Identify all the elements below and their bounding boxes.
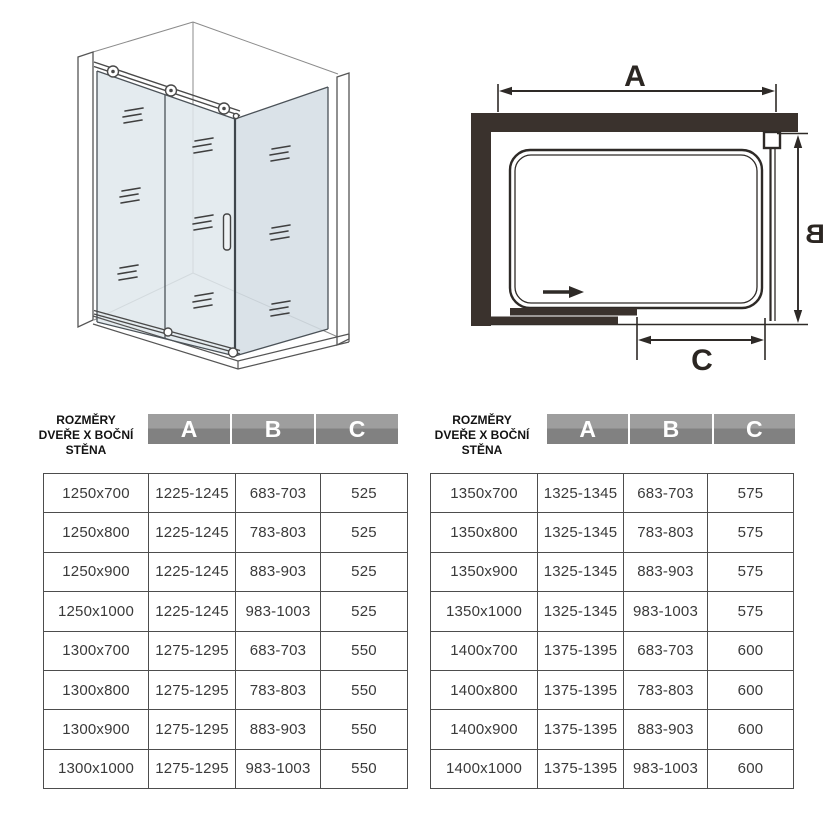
cell-c: 600 [708,631,794,670]
dimension-c-label: C [691,344,713,377]
cell-size: 1400x900 [431,710,538,749]
cell-c: 575 [708,552,794,591]
dimension-c [637,317,765,377]
cell-a: 1375-1395 [538,710,624,749]
cell-c: 525 [321,592,408,631]
dimensions-table-left [43,473,408,789]
cell-a: 1325-1345 [538,592,624,631]
cell-b: 783-803 [624,513,708,552]
cell-a: 1375-1395 [538,631,624,670]
wall-bracket [764,132,780,148]
cell-a: 1275-1295 [149,631,236,670]
table-row [431,513,794,552]
dimension-a-label: A [624,60,646,93]
door-panel-fixed [510,308,637,316]
slide-direction-arrow [543,286,584,298]
cell-c: 550 [321,631,408,670]
column-header-b: B [630,414,711,444]
cell-size: 1300x900 [44,710,149,749]
cell-size: 1250x1000 [44,592,149,631]
cell-b: 683-703 [624,474,708,513]
cell-b: 983-1003 [236,592,321,631]
table-row [44,474,408,513]
shower-plan-diagram [415,0,830,416]
dimension-b-label: B [805,219,825,249]
cell-size: 1350x900 [431,552,538,591]
left-wall [471,113,491,326]
column-header-c: C [316,414,398,444]
side-glass-panel [235,87,328,356]
cell-a: 1225-1245 [149,513,236,552]
cell-c: 525 [321,513,408,552]
cell-b: 783-803 [236,513,321,552]
caption-line1: ROZMĚRY [56,413,116,427]
cell-b: 883-903 [624,710,708,749]
table-row [44,592,408,631]
cell-b: 783-803 [624,670,708,709]
table-row [44,552,408,591]
cell-a: 1275-1295 [149,670,236,709]
cell-b: 983-1003 [624,749,708,788]
cell-c: 575 [708,592,794,631]
table-row [431,710,794,749]
right-wall-profile [337,73,349,345]
cell-size: 1250x900 [44,552,149,591]
tray-outline [510,150,762,308]
cell-c: 575 [708,513,794,552]
dimensions-table-right [430,473,794,789]
caption-line2: DVEŘE X BOČNÍ STĚNA [434,428,530,457]
dimension-a [498,60,776,112]
table-caption [421,413,543,458]
cell-c: 525 [321,552,408,591]
table-row [431,670,794,709]
cell-size: 1300x800 [44,670,149,709]
table-row [44,749,408,788]
cell-a: 1375-1395 [538,670,624,709]
caption-line2: DVEŘE X BOČNÍ STĚNA [38,428,134,457]
cell-a: 1275-1295 [149,710,236,749]
column-header-c: C [714,414,795,444]
shower-enclosure-3d-diagram [50,5,370,390]
cell-b: 783-803 [236,670,321,709]
table-row [431,749,794,788]
cell-c: 600 [708,749,794,788]
cell-a: 1325-1345 [538,474,624,513]
table-row [44,710,408,749]
column-header-a: A [547,414,628,444]
table-row [431,631,794,670]
caption-line1: ROZMĚRY [452,413,512,427]
cell-c: 600 [708,670,794,709]
cell-size: 1350x1000 [431,592,538,631]
cell-size: 1350x700 [431,474,538,513]
cell-a: 1325-1345 [538,552,624,591]
cell-c: 575 [708,474,794,513]
cell-c: 550 [321,710,408,749]
cell-c: 525 [321,474,408,513]
cell-a: 1325-1345 [538,513,624,552]
cell-size: 1400x800 [431,670,538,709]
cell-b: 683-703 [236,631,321,670]
door-panel-sliding [491,317,618,325]
cell-c: 550 [321,749,408,788]
cell-b: 683-703 [236,474,321,513]
front-glass-panel [97,71,235,356]
cell-a: 1275-1295 [149,749,236,788]
left-wall-profile [78,52,93,327]
cell-a: 1375-1395 [538,749,624,788]
cell-a: 1225-1245 [149,474,236,513]
cell-size: 1300x1000 [44,749,149,788]
cell-size: 1250x700 [44,474,149,513]
cell-size: 1400x1000 [431,749,538,788]
cell-b: 983-1003 [624,592,708,631]
cell-a: 1225-1245 [149,592,236,631]
column-header-a: A [148,414,230,444]
column-header-bar [148,414,398,444]
cell-b: 883-903 [624,552,708,591]
cell-b: 883-903 [236,710,321,749]
cell-size: 1250x800 [44,513,149,552]
cell-size: 1350x800 [431,513,538,552]
cell-c: 550 [321,670,408,709]
top-wall [471,113,798,132]
dimension-b [777,134,825,325]
table-row [431,474,794,513]
table-row [431,592,794,631]
cell-a: 1225-1245 [149,552,236,591]
cell-c: 600 [708,710,794,749]
cell-b: 983-1003 [236,749,321,788]
column-header-bar [547,414,795,444]
door-handle [224,214,231,250]
column-header-b: B [232,414,314,444]
table-row [44,631,408,670]
cell-size: 1400x700 [431,631,538,670]
table-row [44,513,408,552]
table-row [431,552,794,591]
table-row [44,670,408,709]
table-caption [25,413,147,458]
cell-b: 683-703 [624,631,708,670]
cell-b: 883-903 [236,552,321,591]
side-panel [764,132,780,321]
cell-size: 1300x700 [44,631,149,670]
